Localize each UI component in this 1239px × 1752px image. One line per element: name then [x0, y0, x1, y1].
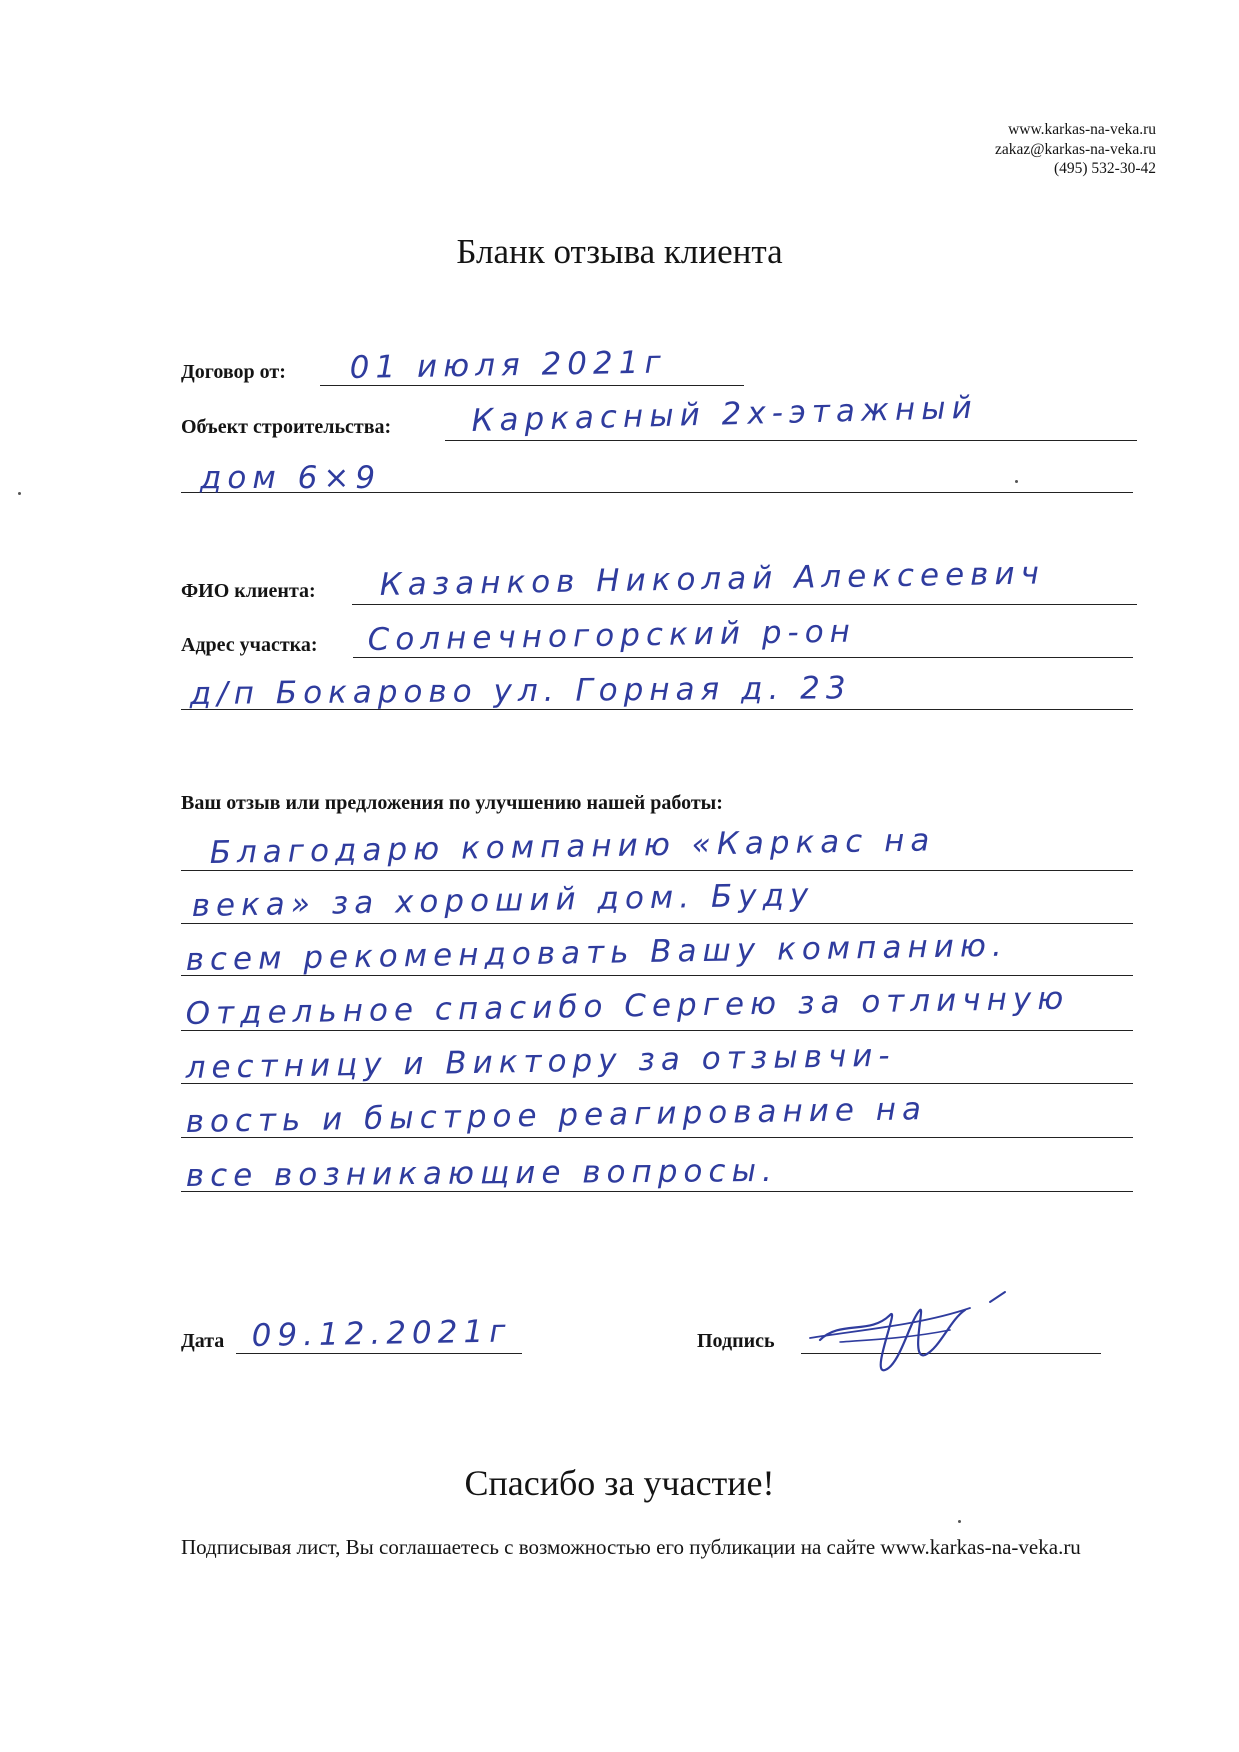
date-value[interactable]: 09.12.2021г: [251, 1313, 512, 1354]
publication-consent-note: Подписывая лист, Вы соглашаетесь с возможностью его публикации на сайте www.karkas-na-veka.ru: [181, 1535, 1081, 1559]
address-line-1: [353, 657, 1133, 658]
scan-speck: [958, 1520, 961, 1523]
signature-stroke-4: [990, 1292, 1005, 1302]
feedback-text-line-2[interactable]: века» за хороший дом. Буду: [191, 877, 815, 924]
feedback-text-line-7[interactable]: все возникающие вопросы.: [185, 1152, 778, 1194]
date-label: Дата: [181, 1330, 225, 1352]
feedback-line-4: [181, 1030, 1133, 1031]
form-title: Бланк отзыва клиента: [456, 232, 783, 271]
feedback-line-2: [181, 923, 1133, 924]
client-value[interactable]: Казанков Николай Алексеевич: [379, 555, 1046, 603]
contract-value[interactable]: 01 июля 2021г: [349, 344, 667, 386]
scan-speck: [18, 492, 21, 495]
object-value-line-2[interactable]: дом 6×9: [200, 460, 382, 496]
signature-stroke-1: [820, 1310, 965, 1371]
feedback-text-line-6[interactable]: вость и быстрое реагирование на: [185, 1091, 928, 1140]
address-value-line-1[interactable]: Солнечногорский р-он: [367, 613, 857, 658]
client-label: ФИО клиента:: [181, 580, 316, 602]
feedback-label: Ваш отзыв или предложения по улучшению нашей работы:: [181, 792, 723, 814]
feedback-text-line-5[interactable]: лестницу и Виктору за отзывчи-: [185, 1037, 896, 1086]
feedback-text-line-3[interactable]: всем рекомендовать Вашу компанию.: [185, 927, 1009, 978]
address-value-line-2[interactable]: д/п Бокарово ул. Горная д. 23: [189, 670, 852, 712]
thank-you-message: Спасибо за участие!: [464, 1463, 775, 1503]
scan-speck: [1015, 480, 1018, 483]
signature-mark[interactable]: [800, 1280, 1030, 1390]
client-line: [352, 604, 1137, 605]
address-label: Адрес участка:: [181, 634, 318, 656]
feedback-text-line-1[interactable]: Благодарю компанию «Каркас на: [209, 822, 936, 871]
signature-label: Подпись: [697, 1330, 775, 1352]
object-line-1: [445, 440, 1137, 441]
feedback-line-1: [181, 870, 1133, 871]
object-value-line-1[interactable]: Каркасный 2х-этажный: [471, 389, 979, 439]
phone-number: (495) 532-30-42: [1053, 160, 1156, 177]
contract-label: Договор от:: [181, 361, 286, 383]
object-label: Объект строительства:: [181, 416, 392, 438]
company-contacts: [995, 120, 1156, 179]
website-link[interactable]: www.karkas-na-veka.ru: [1008, 121, 1156, 138]
email-link[interactable]: zakaz@karkas-na-veka.ru: [995, 140, 1156, 158]
feedback-text-line-4[interactable]: Отдельное спасибо Сергею за отличную: [185, 980, 1070, 1032]
